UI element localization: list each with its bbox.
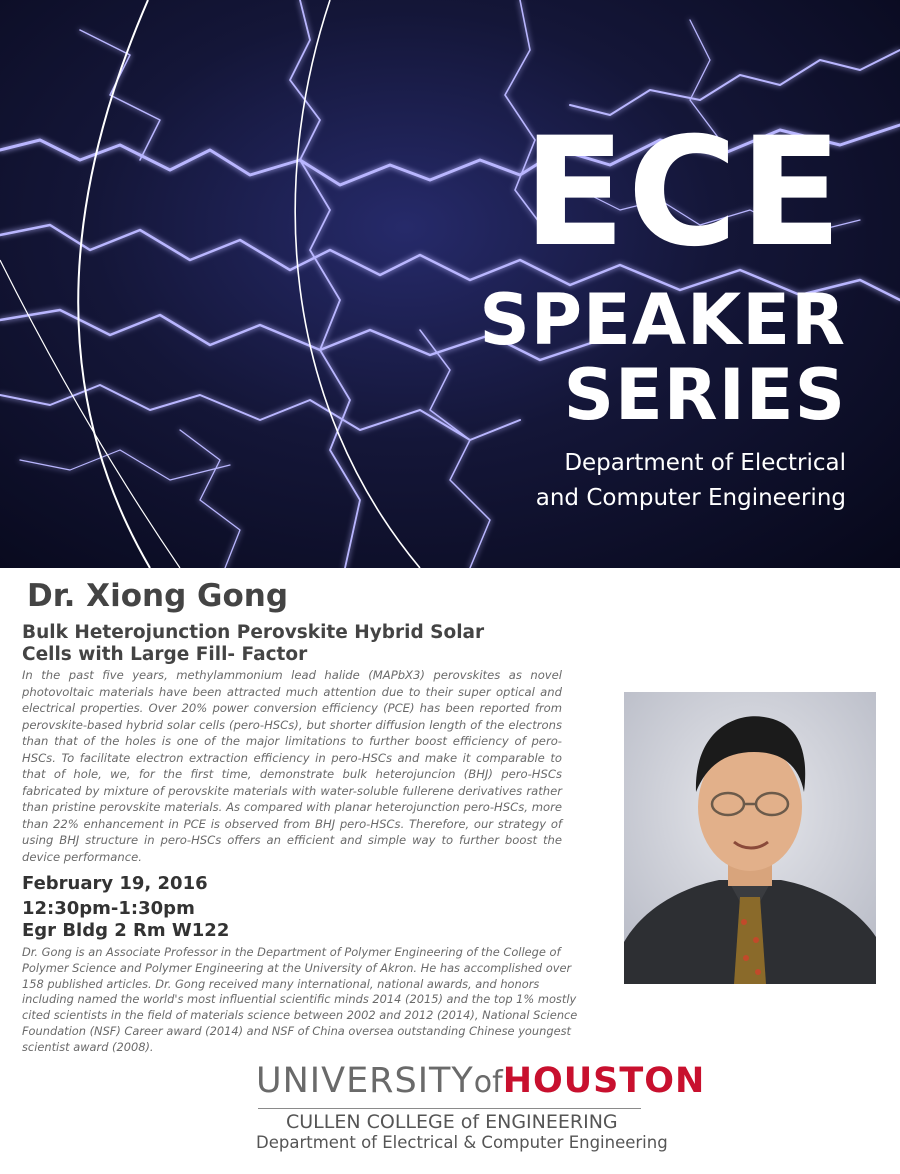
footer-divider: [258, 1108, 641, 1109]
speaker-heading: SPEAKER: [479, 279, 846, 361]
college-name: CULLEN COLLEGE of ENGINEERING: [286, 1111, 618, 1133]
speaker-name: Dr. Xiong Gong: [27, 578, 289, 614]
event-time: 12:30pm-1:30pm: [22, 898, 195, 919]
university-of-houston-logo: UNIVERSITYofHOUSTON: [256, 1061, 706, 1101]
department-line-2: and Computer Engineering: [535, 485, 846, 511]
speaker-photo: [624, 692, 876, 984]
event-date: February 19, 2016: [22, 873, 208, 894]
speaker-portrait-illustration: [624, 692, 876, 984]
footer-department: Department of Electrical & Computer Engineering: [256, 1133, 668, 1152]
talk-title: Bulk Heterojunction Perovskite Hybrid Solar Cells with Large Fill- Factor: [22, 622, 485, 665]
event-location: Egr Bldg 2 Rm W122: [22, 920, 230, 941]
hero-banner: [0, 0, 900, 568]
series-heading: SERIES: [563, 354, 846, 436]
department-line-1: Department of Electrical: [564, 450, 846, 476]
ece-heading: ECE: [522, 106, 844, 280]
talk-abstract: In the past five years, methylammonium lead halide (MAPbX3) perovskites as novel photovoltaic materials have been attracted much attention due to their super optical and electrical properties. Over 20% power conversion efficiency (PCE) has been reported from perovskite-based hybrid solar cells (pero-HSCs), but shorter diffusion length of the electrons than that of the holes is one of the major limitations to further boost efficiency of pero-HSCs. To facilitate electron extraction efficiency in pero-HSCs and make it comparable to that of hole, we, for the first time, demonstrate bulk heterojuncion (BHJ) pero-HSCs fabricated by mixture of perovskite materials with water-soluble fullerene derivatives rather than pristine perovskite materials. As compared with planar heterojunction pero-HSCs, more than 22% enhancement in PCE is observed from BHJ pero-HSCs. Therefore, our strategy of using BHJ structure in pero-HSCs offers an efficient and simple way to further boost the device performance.: [22, 668, 562, 864]
speaker-bio: Dr. Gong is an Associate Professor in the Department of Polymer Engineering of the College of Polymer Science and Polymer Engineering at the University of Akron. He has accomplished over 158 published articles. Dr. Gong received many international, national awards, and honors including named the world's most influential scientific minds 2014 (2015) and the top 1% mostly cited scientists in the field of materials science between 2002 and 2012 (2014), National Science Foundation (NSF) Career award (2014) and NSF of China oversea outstanding Chinese youngest scientist award (2008).: [22, 945, 578, 1054]
